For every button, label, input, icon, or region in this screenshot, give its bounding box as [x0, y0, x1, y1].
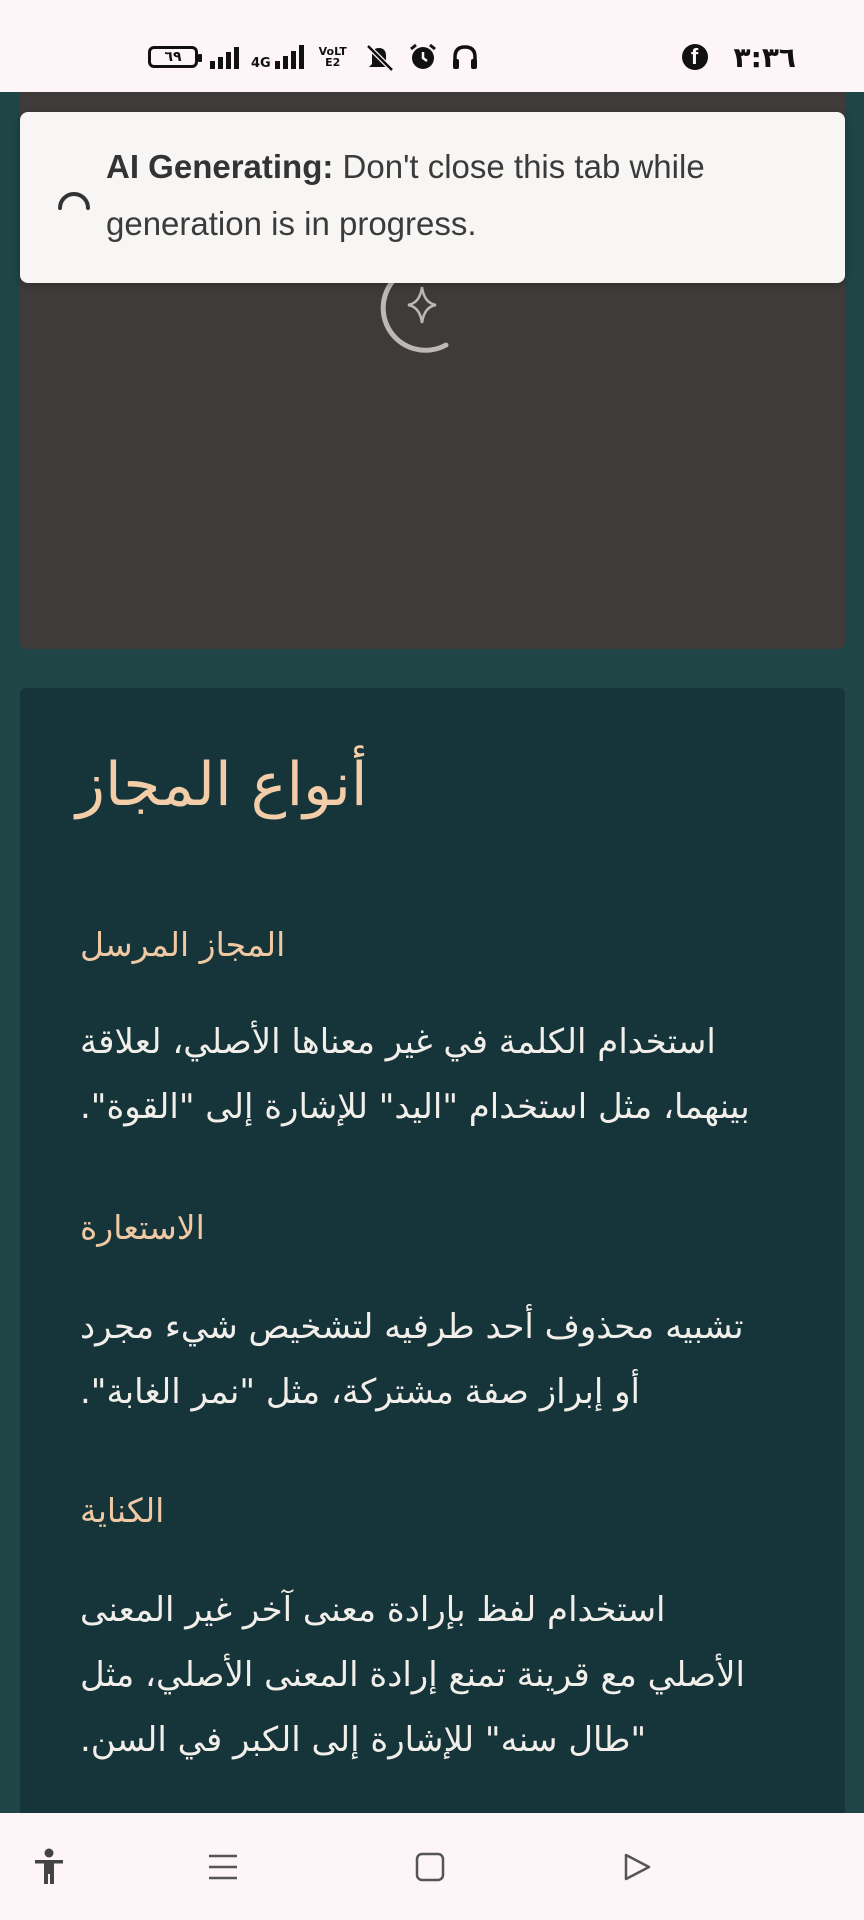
accessibility-icon[interactable] [29, 1847, 69, 1887]
section-line: استخدام الكلمة في غير معناها الأصلي، لعلاقة [80, 1022, 716, 1062]
volte-label: VoLTE2 [318, 45, 347, 69]
section-title-metaphor: الاستعارة [80, 1208, 205, 1247]
toast-body: Don't close this tab while generation is in progress. [106, 148, 705, 242]
status-icons-left [148, 40, 480, 74]
recents-icon[interactable] [203, 1847, 243, 1887]
mute-icon [362, 42, 396, 72]
facebook-icon: f [682, 44, 708, 70]
section-title-kinaya: الكناية [80, 1491, 165, 1530]
section-line: الأصلي مع قرينة تمنع إرادة المعنى الأصلي، مثل [80, 1655, 745, 1695]
home-icon[interactable] [410, 1847, 450, 1887]
navigation-bar [0, 1813, 864, 1920]
toast-spinner-icon [54, 182, 94, 222]
headphones-icon [450, 42, 480, 72]
status-bar [0, 0, 864, 92]
content-card [20, 688, 845, 1920]
battery-icon [148, 46, 198, 68]
section-line: بينهما، مثل استخدام "اليد" للإشارة إلى "القوة". [80, 1087, 750, 1127]
ai-generating-toast [20, 112, 845, 283]
toast-message [106, 138, 805, 252]
alarm-icon [408, 42, 438, 72]
page-title: أنواع المجاز [76, 750, 368, 820]
volte-icon [316, 46, 350, 68]
toast-title: AI Generating: [106, 148, 334, 185]
section-line: استخدام لفظ بإرادة معنى آخر غير المعنى [80, 1590, 666, 1630]
section-line: أو إبراز صفة مشتركة، مثل "نمر الغابة". [80, 1372, 640, 1412]
network-type: 4G [251, 56, 271, 71]
status-icons-right [682, 40, 796, 74]
back-icon[interactable] [617, 1847, 657, 1887]
section-line: "طال سنه" للإشارة إلى الكبر في السن. [80, 1720, 647, 1760]
signal-icon [210, 45, 239, 69]
clock: ٣:٣٦ [733, 40, 796, 74]
battery-level: ٦٩ [164, 49, 182, 65]
section-line: تشبيه محذوف أحد طرفيه لتشخيص شيء مجرد [80, 1307, 744, 1347]
section-title-metonymy: المجاز المرسل [80, 925, 286, 964]
signal-4g-icon [251, 45, 304, 69]
